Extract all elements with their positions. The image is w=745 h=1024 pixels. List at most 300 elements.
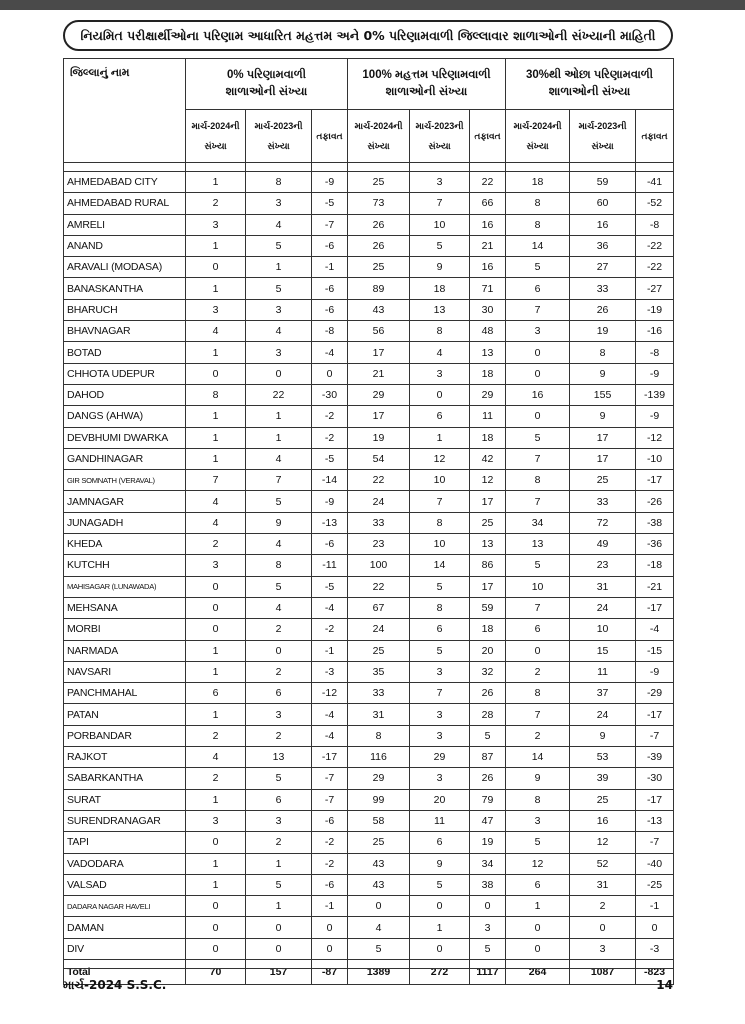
value-cell: 31 — [570, 576, 636, 597]
value-cell: -15 — [636, 640, 674, 661]
value-cell: 5 — [470, 725, 506, 746]
value-cell: 3 — [246, 810, 312, 831]
value-cell: 5 — [506, 832, 570, 853]
value-cell: 49 — [570, 534, 636, 555]
value-cell: -7 — [312, 768, 348, 789]
value-cell: 22 — [470, 172, 506, 193]
value-cell: 5 — [246, 768, 312, 789]
value-cell: 12 — [410, 448, 470, 469]
value-cell: 10 — [506, 576, 570, 597]
district-name: PATAN — [64, 704, 186, 725]
value-cell: 155 — [570, 384, 636, 405]
value-cell: 0 — [186, 896, 246, 917]
value-cell: 0 — [312, 363, 348, 384]
value-cell: 13 — [246, 747, 312, 768]
value-cell: 33 — [570, 491, 636, 512]
spacer-cell — [186, 163, 246, 172]
value-cell: 7 — [410, 491, 470, 512]
value-cell: 23 — [348, 534, 410, 555]
value-cell: 22 — [348, 470, 410, 491]
top-band — [0, 0, 745, 10]
value-cell: 18 — [410, 278, 470, 299]
spacer-cell — [246, 163, 312, 172]
value-cell: 272 — [410, 959, 470, 984]
value-cell: 16 — [470, 257, 506, 278]
value-cell: -6 — [312, 534, 348, 555]
value-cell: -5 — [312, 576, 348, 597]
district-name: JUNAGADH — [64, 512, 186, 533]
value-cell: 9 — [570, 406, 636, 427]
total-label: Total — [64, 959, 186, 984]
value-cell: 25 — [348, 640, 410, 661]
g1-march2023-header: માર્ચ-2023ની સંખ્યા — [246, 110, 312, 163]
value-cell: 0 — [186, 363, 246, 384]
value-cell: 3 — [410, 363, 470, 384]
value-cell: 29 — [348, 384, 410, 405]
value-cell: 7 — [506, 704, 570, 725]
zero-percent-group-header — [186, 59, 348, 110]
value-cell: -17 — [312, 747, 348, 768]
value-cell: -14 — [312, 470, 348, 491]
value-cell: 1 — [186, 853, 246, 874]
spacer-cell — [506, 163, 570, 172]
value-cell: -17 — [636, 704, 674, 725]
value-cell: 8 — [506, 789, 570, 810]
district-name: JAMNAGAR — [64, 491, 186, 512]
value-cell: 67 — [348, 597, 410, 618]
value-cell: 0 — [186, 938, 246, 959]
value-cell: 1 — [186, 661, 246, 682]
value-cell: 3 — [410, 172, 470, 193]
district-header: જિલ્લાનું નામ — [64, 59, 186, 163]
value-cell: 19 — [470, 832, 506, 853]
table-row — [64, 512, 674, 533]
table-row — [64, 534, 674, 555]
value-cell: -9 — [312, 172, 348, 193]
value-cell: 1 — [410, 917, 470, 938]
district-name: DAHOD — [64, 384, 186, 405]
value-cell: 0 — [246, 938, 312, 959]
value-cell: 1 — [186, 874, 246, 895]
spacer-cell — [312, 163, 348, 172]
value-cell: 5 — [506, 555, 570, 576]
value-cell: 2 — [246, 619, 312, 640]
value-cell: -30 — [636, 768, 674, 789]
value-cell: 5 — [410, 874, 470, 895]
value-cell: -1 — [312, 896, 348, 917]
value-cell: 11 — [470, 406, 506, 427]
value-cell: 66 — [470, 193, 506, 214]
value-cell: 3 — [410, 704, 470, 725]
value-cell: 43 — [348, 853, 410, 874]
value-cell: -7 — [636, 725, 674, 746]
value-cell: 54 — [348, 448, 410, 469]
value-cell: 8 — [506, 193, 570, 214]
value-cell: 8 — [506, 214, 570, 235]
value-cell: 1 — [186, 704, 246, 725]
value-cell: -36 — [636, 534, 674, 555]
value-cell: 6 — [506, 874, 570, 895]
value-cell: 27 — [570, 257, 636, 278]
value-cell: 2 — [186, 768, 246, 789]
value-cell: 99 — [348, 789, 410, 810]
g3-diff-header: તફાવત — [636, 110, 674, 163]
table-row — [64, 427, 674, 448]
district-name: ANAND — [64, 235, 186, 256]
value-cell: 25 — [348, 832, 410, 853]
value-cell: 3 — [410, 768, 470, 789]
table-row — [64, 640, 674, 661]
value-cell: 33 — [348, 512, 410, 533]
value-cell: 0 — [186, 597, 246, 618]
value-cell: -4 — [312, 597, 348, 618]
value-cell: 34 — [506, 512, 570, 533]
value-cell: 29 — [348, 768, 410, 789]
value-cell: 10 — [570, 619, 636, 640]
table-row — [64, 555, 674, 576]
group2-line1: 100% મહત્તમ પરિણામવાળી — [362, 69, 491, 81]
district-name: SURAT — [64, 789, 186, 810]
value-cell: -11 — [312, 555, 348, 576]
table-row — [64, 874, 674, 895]
group1-line1: 0% પરિણામવાળી — [226, 69, 307, 81]
value-cell: 0 — [506, 406, 570, 427]
value-cell: -12 — [312, 683, 348, 704]
value-cell: 86 — [470, 555, 506, 576]
district-name: AHMEDABAD RURAL — [64, 193, 186, 214]
value-cell: 1 — [410, 427, 470, 448]
value-cell: 10 — [410, 214, 470, 235]
value-cell: 5 — [348, 938, 410, 959]
value-cell: 17 — [470, 491, 506, 512]
value-cell: 71 — [470, 278, 506, 299]
value-cell: 0 — [506, 640, 570, 661]
table-row — [64, 384, 674, 405]
value-cell: 6 — [246, 789, 312, 810]
value-cell: -2 — [312, 406, 348, 427]
value-cell: 11 — [570, 661, 636, 682]
value-cell: 12 — [470, 470, 506, 491]
value-cell: 5 — [506, 257, 570, 278]
value-cell: 24 — [570, 597, 636, 618]
value-cell: 70 — [186, 959, 246, 984]
value-cell: 22 — [348, 576, 410, 597]
value-cell: -13 — [636, 810, 674, 831]
group3-line1: 30%થી ઓછા પરિણામવાળી — [526, 69, 654, 81]
value-cell: 43 — [348, 299, 410, 320]
table-row — [64, 896, 674, 917]
value-cell: 16 — [570, 214, 636, 235]
value-cell: -8 — [636, 342, 674, 363]
value-cell: 8 — [186, 384, 246, 405]
value-cell: -9 — [636, 661, 674, 682]
value-cell: -5 — [312, 448, 348, 469]
district-name: GIR SOMNATH (VERAVAL) — [64, 470, 186, 491]
value-cell: 4 — [348, 917, 410, 938]
value-cell: 3 — [186, 555, 246, 576]
value-cell: -17 — [636, 597, 674, 618]
value-cell: 17 — [348, 342, 410, 363]
table-body — [64, 163, 674, 985]
value-cell: -8 — [636, 214, 674, 235]
value-cell: 9 — [570, 725, 636, 746]
value-cell: 36 — [570, 235, 636, 256]
value-cell: 5 — [246, 278, 312, 299]
table-row — [64, 257, 674, 278]
value-cell: 3 — [186, 810, 246, 831]
value-cell: 6 — [410, 406, 470, 427]
value-cell: 53 — [570, 747, 636, 768]
value-cell: 4 — [186, 747, 246, 768]
table-row — [64, 321, 674, 342]
district-name: PANCHMAHAL — [64, 683, 186, 704]
table-row — [64, 683, 674, 704]
district-name: BHAVNAGAR — [64, 321, 186, 342]
district-name: AMRELI — [64, 214, 186, 235]
value-cell: -4 — [312, 704, 348, 725]
value-cell: 0 — [186, 576, 246, 597]
value-cell: 5 — [246, 491, 312, 512]
value-cell: 1117 — [470, 959, 506, 984]
value-cell: -39 — [636, 747, 674, 768]
value-cell: 9 — [506, 768, 570, 789]
value-cell: 16 — [470, 214, 506, 235]
value-cell: -139 — [636, 384, 674, 405]
value-cell: 28 — [470, 704, 506, 725]
value-cell: 4 — [410, 342, 470, 363]
value-cell: 4 — [186, 491, 246, 512]
value-cell: 4 — [246, 597, 312, 618]
value-cell: 29 — [410, 747, 470, 768]
footer-divider — [63, 968, 673, 969]
table-row — [64, 597, 674, 618]
value-cell: -6 — [312, 810, 348, 831]
spacer-cell — [348, 163, 410, 172]
value-cell: 5 — [246, 576, 312, 597]
value-cell: 29 — [470, 384, 506, 405]
value-cell: 1 — [186, 427, 246, 448]
value-cell: 30 — [470, 299, 506, 320]
value-cell: 0 — [570, 917, 636, 938]
value-cell: -1 — [312, 257, 348, 278]
value-cell: 24 — [570, 704, 636, 725]
value-cell: 14 — [506, 747, 570, 768]
value-cell: 0 — [506, 342, 570, 363]
value-cell: -9 — [636, 406, 674, 427]
value-cell: 38 — [470, 874, 506, 895]
value-cell: 0 — [186, 257, 246, 278]
value-cell: -52 — [636, 193, 674, 214]
value-cell: -2 — [312, 832, 348, 853]
value-cell: 1 — [186, 406, 246, 427]
hundred-percent-group-header — [348, 59, 506, 110]
value-cell: 16 — [506, 384, 570, 405]
value-cell: -87 — [312, 959, 348, 984]
value-cell: 15 — [570, 640, 636, 661]
value-cell: 0 — [312, 938, 348, 959]
value-cell: -27 — [636, 278, 674, 299]
value-cell: 3 — [410, 661, 470, 682]
value-cell: 19 — [348, 427, 410, 448]
value-cell: 25 — [348, 257, 410, 278]
value-cell: 1 — [186, 235, 246, 256]
value-cell: 33 — [348, 683, 410, 704]
value-cell: 9 — [410, 853, 470, 874]
value-cell: 7 — [246, 470, 312, 491]
value-cell: 79 — [470, 789, 506, 810]
group3-line2: શાળાઓની સંખ્યા — [548, 86, 631, 98]
value-cell: -7 — [312, 214, 348, 235]
district-name: MORBI — [64, 619, 186, 640]
value-cell: 26 — [348, 235, 410, 256]
value-cell: -22 — [636, 235, 674, 256]
district-name: MEHSANA — [64, 597, 186, 618]
value-cell: 18 — [470, 619, 506, 640]
spacer-cell — [570, 163, 636, 172]
value-cell: 22 — [246, 384, 312, 405]
page-title: નિયમિત પરીક્ષાર્થીઓના પરિણામ આધારિત મહત્તમ અને 0% પરિણામવાળી જિલ્લાવાર શાળાઓની સંખ્યાની માહિતી — [63, 20, 673, 51]
value-cell: -6 — [312, 235, 348, 256]
value-cell: 20 — [410, 789, 470, 810]
spacer-cell — [64, 163, 186, 172]
value-cell: 25 — [348, 172, 410, 193]
value-cell: 1 — [186, 278, 246, 299]
value-cell: 8 — [410, 321, 470, 342]
value-cell: 1 — [186, 342, 246, 363]
value-cell: -6 — [312, 299, 348, 320]
value-cell: 9 — [246, 512, 312, 533]
district-name: BANASKANTHA — [64, 278, 186, 299]
value-cell: 21 — [470, 235, 506, 256]
value-cell: -4 — [636, 619, 674, 640]
value-cell: 4 — [246, 534, 312, 555]
table-row — [64, 832, 674, 853]
value-cell: 4 — [246, 214, 312, 235]
district-name: BHARUCH — [64, 299, 186, 320]
table-row — [64, 193, 674, 214]
value-cell: 3 — [470, 917, 506, 938]
value-cell: 25 — [570, 470, 636, 491]
value-cell: 8 — [570, 342, 636, 363]
value-cell: 8 — [410, 512, 470, 533]
value-cell: 0 — [246, 917, 312, 938]
value-cell: 0 — [410, 896, 470, 917]
spacer-cell — [410, 163, 470, 172]
value-cell: -12 — [636, 427, 674, 448]
district-name: SABARKANTHA — [64, 768, 186, 789]
value-cell: 12 — [506, 853, 570, 874]
value-cell: 31 — [348, 704, 410, 725]
value-cell: 23 — [570, 555, 636, 576]
value-cell: 37 — [570, 683, 636, 704]
value-cell: -17 — [636, 470, 674, 491]
value-cell: 34 — [470, 853, 506, 874]
value-cell: 9 — [410, 257, 470, 278]
district-name: DIV — [64, 938, 186, 959]
table-row — [64, 789, 674, 810]
value-cell: 2 — [506, 661, 570, 682]
value-cell: 4 — [186, 512, 246, 533]
value-cell: 18 — [470, 363, 506, 384]
value-cell: 1 — [506, 896, 570, 917]
value-cell: -3 — [312, 661, 348, 682]
value-cell: -2 — [312, 619, 348, 640]
table-row — [64, 278, 674, 299]
district-name: NAVSARI — [64, 661, 186, 682]
district-name: PORBANDAR — [64, 725, 186, 746]
value-cell: 6 — [506, 619, 570, 640]
value-cell: -4 — [312, 342, 348, 363]
value-cell: 100 — [348, 555, 410, 576]
value-cell: 3 — [246, 193, 312, 214]
g2-march2023-header: માર્ચ-2023ની સંખ્યા — [410, 110, 470, 163]
value-cell: 0 — [410, 938, 470, 959]
value-cell: 1 — [186, 448, 246, 469]
value-cell: -22 — [636, 257, 674, 278]
g1-march2024-header: માર્ચ-2024ની સંખ્યા — [186, 110, 246, 163]
value-cell: 3 — [506, 321, 570, 342]
value-cell: 5 — [470, 938, 506, 959]
value-cell: 13 — [506, 534, 570, 555]
value-cell: 0 — [410, 384, 470, 405]
value-cell: 0 — [636, 917, 674, 938]
value-cell: 21 — [348, 363, 410, 384]
value-cell: 3 — [186, 299, 246, 320]
table-row — [64, 619, 674, 640]
value-cell: 6 — [506, 278, 570, 299]
value-cell: 1 — [186, 172, 246, 193]
spacer-cell — [470, 163, 506, 172]
footer-exam-label: માર્ચ-2024 S.S.C. — [63, 978, 167, 992]
value-cell: 1 — [246, 853, 312, 874]
value-cell: -7 — [312, 789, 348, 810]
value-cell: 5 — [410, 576, 470, 597]
g3-march2023-header: માર્ચ-2023ની સંખ્યા — [570, 110, 636, 163]
value-cell: 6 — [410, 832, 470, 853]
value-cell: 5 — [246, 874, 312, 895]
district-name: DADARA NAGAR HAVELI — [64, 896, 186, 917]
value-cell: 1 — [246, 427, 312, 448]
g1-diff-header: તફાવત — [312, 110, 348, 163]
value-cell: 8 — [348, 725, 410, 746]
value-cell: 0 — [186, 917, 246, 938]
table-row — [64, 576, 674, 597]
value-cell: 3 — [246, 299, 312, 320]
value-cell: 31 — [570, 874, 636, 895]
value-cell: 5 — [410, 235, 470, 256]
value-cell: 12 — [570, 832, 636, 853]
value-cell: -26 — [636, 491, 674, 512]
value-cell: 0 — [186, 619, 246, 640]
value-cell: 25 — [470, 512, 506, 533]
value-cell: 1389 — [348, 959, 410, 984]
value-cell: -9 — [312, 491, 348, 512]
value-cell: 52 — [570, 853, 636, 874]
value-cell: 8 — [506, 683, 570, 704]
value-cell: 17 — [570, 427, 636, 448]
value-cell: 2 — [506, 725, 570, 746]
value-cell: 24 — [348, 491, 410, 512]
value-cell: 17 — [470, 576, 506, 597]
table-row — [64, 406, 674, 427]
value-cell: 7 — [186, 470, 246, 491]
value-cell: 3 — [506, 810, 570, 831]
district-name: AHMEDABAD CITY — [64, 172, 186, 193]
value-cell: 4 — [186, 321, 246, 342]
value-cell: 39 — [570, 768, 636, 789]
table-row — [64, 470, 674, 491]
value-cell: 1 — [246, 896, 312, 917]
